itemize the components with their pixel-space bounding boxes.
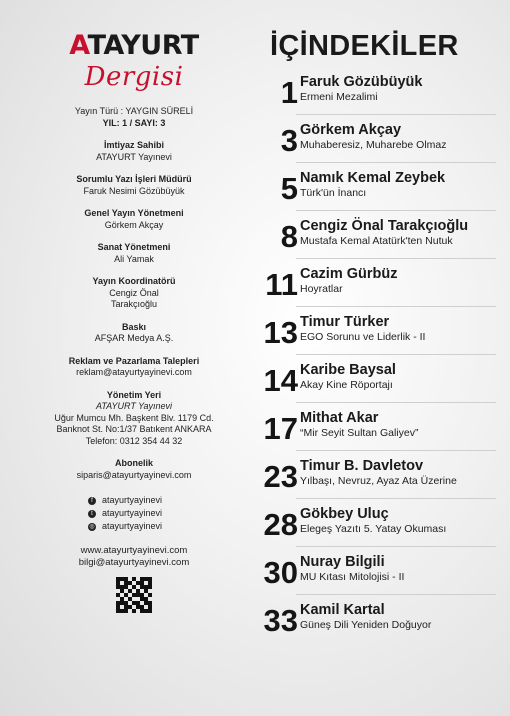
toc-author: Kamil Kartal <box>300 602 385 618</box>
toc-author: Cazim Gürbüz <box>300 266 398 282</box>
toc-page-number: 30 <box>263 555 298 590</box>
toc-item[interactable] <box>258 72 498 116</box>
toc-title: İÇİNDEKİLER <box>270 30 459 62</box>
toc-subject: Muhaberesiz, Muharebe Olmaz <box>300 139 447 151</box>
toc-author: Timur B. Davletov <box>300 458 424 474</box>
toc-item[interactable] <box>258 120 498 164</box>
publication-type: Yayın Türü : YAYGIN SÜRELİ <box>74 106 194 116</box>
toc-item[interactable] <box>258 552 498 596</box>
atayurt-logo: ATAYURT <box>69 30 199 61</box>
toc-author: Cengiz Önal Tarakçıoğlu <box>300 218 469 234</box>
masthead-column <box>40 30 228 613</box>
facebook-icon: f <box>88 497 96 505</box>
instagram-icon: ◎ <box>89 523 95 530</box>
website-link[interactable]: www.atayurtyayinevi.com <box>80 545 188 556</box>
toc-page-number: 3 <box>280 123 298 158</box>
toc-item[interactable] <box>258 312 498 356</box>
toc-item[interactable] <box>258 360 498 404</box>
toc-item[interactable] <box>258 264 498 308</box>
toc-subject: Hoyratlar <box>300 283 343 295</box>
toc-subject: Mustafa Kemal Atatürk'ten Nutuk <box>300 235 453 247</box>
toc-divider <box>296 354 496 355</box>
toc-divider <box>296 498 496 499</box>
credit-coordinator: Yayın Koordinatörü Cengiz Önal Tarakçıoğlu <box>92 276 176 309</box>
toc-page-number: 17 <box>263 411 298 446</box>
toc-author: Mithat Akar <box>300 410 379 426</box>
toc-page-number: 11 <box>265 267 298 302</box>
toc-page-number: 5 <box>280 171 298 206</box>
toc-divider <box>296 114 496 115</box>
toc-item[interactable] <box>258 504 498 548</box>
credit-owner: İmtiyaz Sahibi ATAYURT Yayınevi <box>96 140 172 162</box>
toc-subject: Güneş Dili Yeniden Doğuyor <box>300 619 432 631</box>
qr-code <box>116 577 152 613</box>
toc-subject: MU Kıtası Mitolojisi - II <box>300 571 405 583</box>
toc-author: Görkem Akçay <box>300 122 402 138</box>
toc-divider <box>296 450 496 451</box>
credit-art-director: Sanat Yönetmeni Ali Yamak <box>97 242 171 264</box>
toc-subject: Elegeş Yazıtı 5. Yatay Okuması <box>300 523 447 535</box>
toc-item[interactable] <box>258 216 498 260</box>
toc-subject: EGO Sorunu ve Liderlik - II <box>300 331 426 343</box>
credit-advertising: Reklam ve Pazarlama Talepleri reklam@atayurtyayinevi.com <box>40 356 228 379</box>
toc-subject: “Mir Seyit Sultan Galiyev” <box>300 427 419 439</box>
toc-item[interactable] <box>258 168 498 212</box>
toc-page-number: 13 <box>263 315 298 350</box>
toc-author: Timur Türker <box>300 314 390 330</box>
toc-author: Faruk Gözübüyük <box>300 74 423 90</box>
toc-divider <box>296 258 496 259</box>
toc-subject: Yılbaşı, Nevruz, Ayaz Ata Üzerine <box>300 475 457 487</box>
publication-meta <box>40 106 228 129</box>
toc-subject: Türk'ün İnancı <box>300 187 367 199</box>
toc-author: Namık Kemal Zeybek <box>300 170 446 186</box>
logo-subtitle: Dergisi <box>84 62 184 92</box>
contact-links <box>40 545 228 569</box>
twitter-icon: t <box>88 510 96 518</box>
info-email-link[interactable]: bilgi@atayurtyayinevi.com <box>78 557 190 568</box>
toc-page-number: 8 <box>280 219 298 254</box>
toc-page-number: 33 <box>263 603 298 638</box>
twitter-link[interactable]: t atayurtyayinevi <box>88 507 228 520</box>
credit-subscription: Abonelik siparis@atayurtyayinevi.com <box>40 458 228 481</box>
toc-author: Nuray Bilgili <box>300 554 385 570</box>
toc-item[interactable] <box>258 408 498 452</box>
toc-page-number: 14 <box>263 363 298 398</box>
issue-info: YIL: 1 / SAYI: 3 <box>102 117 166 128</box>
toc-item[interactable] <box>258 600 498 644</box>
credit-management: Yönetim Yeri ATAYURT Yayınevi Uğur Mumcu Mh. Başkent Blv. 1179 Cd. Banknot St. No:1/37 Batıkent ANKARA Telefon: 0312 354 44 32 <box>54 389 214 446</box>
toc-divider <box>296 210 496 211</box>
toc-divider <box>296 546 496 547</box>
toc-item[interactable] <box>258 456 498 500</box>
credit-editor: Sorumlu Yazı İşleri Müdürü Faruk Nesimi Gözübüyük <box>76 174 192 196</box>
subscription-email[interactable]: siparis@atayurtyayinevi.com <box>76 469 192 480</box>
toc-author: Karibe Baysal <box>300 362 396 378</box>
toc-divider <box>296 162 496 163</box>
credit-print: Baskı AFŞAR Medya A.Ş. <box>94 321 174 343</box>
facebook-link[interactable]: f atayurtyayinevi <box>88 494 228 507</box>
toc-page-number: 1 <box>280 75 298 110</box>
instagram-link[interactable]: ◎ atayurtyayinevi <box>89 521 163 531</box>
toc-author: Gökbey Uluç <box>300 506 389 522</box>
credit-general-director: Genel Yayın Yönetmeni Görkem Akçay <box>84 208 184 230</box>
toc-subject: Ermeni Mezalimi <box>300 91 378 103</box>
advertising-email[interactable]: reklam@atayurtyayinevi.com <box>76 367 192 377</box>
toc-page-number: 23 <box>263 459 298 494</box>
social-links <box>40 494 228 533</box>
toc-page-number: 28 <box>263 507 298 542</box>
toc-subject: Akay Kine Röportajı <box>300 379 393 391</box>
toc-divider <box>296 306 496 307</box>
toc-divider <box>296 594 496 595</box>
toc-divider <box>296 402 496 403</box>
